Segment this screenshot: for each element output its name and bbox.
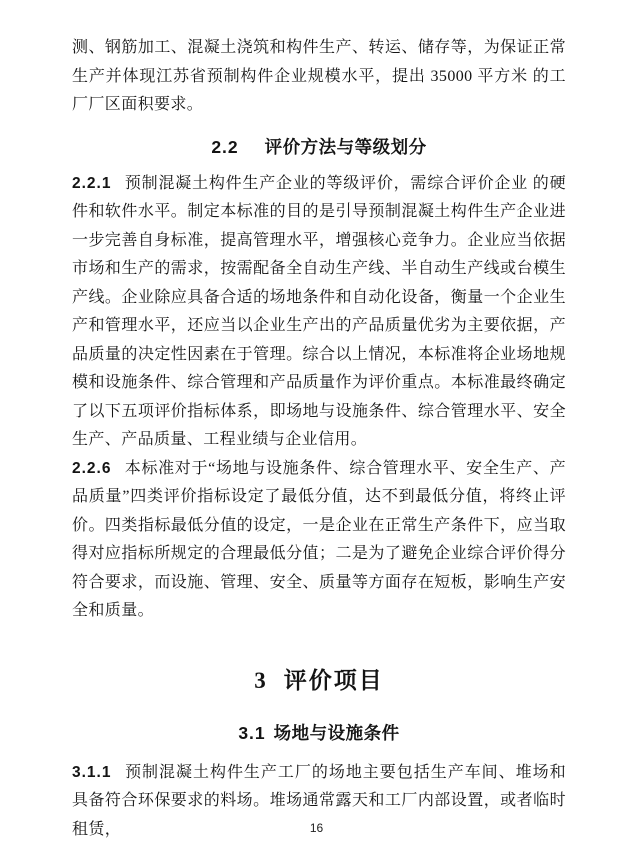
clause-2-2-6-text: 本标准对于“场地与设施条件、综合管理水平、安全生产、产品质量”四类评价指标设定了最低分值，达不到最低分值，将终止评价。四类指标最低分值的设定，一是企业在正常生产条件下，应当取得对应指标所规定的合理最低分值；二是为了避免企业综合评价得分符合要求，而设施、管理、安全、质量等方面存在短板，影响生产安全和质量。 — [72, 459, 566, 619]
section-3-1-heading — [72, 720, 566, 745]
clause-3-1-1-text: 预制混凝土构件生产工厂的场地主要包括生产车间、堆场和具备符合环保要求的料场。堆场通常露天和工厂内部设置，或者临时租赁， — [72, 763, 566, 838]
clause-2-2-1-number: 2.2.1 — [72, 174, 112, 192]
clause-2-2-1 — [72, 170, 566, 455]
section-2-2-heading-title: 评价方法与等级划分 — [264, 136, 427, 157]
chapter-3-heading-number: 3 — [254, 667, 266, 693]
section-3-1-heading-title: 场地与设施条件 — [273, 722, 400, 743]
clause-3-1-1-number: 3.1.1 — [72, 763, 112, 781]
chapter-3-heading — [72, 662, 566, 695]
section-2-2-heading — [72, 134, 566, 159]
chapter-3-heading-title: 评价项目 — [283, 667, 384, 693]
clause-2-2-6-number: 2.2.6 — [72, 459, 112, 477]
section-3-1-heading-number: 3.1 — [238, 722, 266, 743]
clause-2-2-1-text: 预制混凝土构件生产企业的等级评价，需综合评价企业 的硬件和软件水平。制定本标准的目的是引导预制混凝土构件生产企业进一步完善自身标准，提高管理水平，增强核心竞争力。企业应当依据市场和生产的需求，按需配备全自动生产线、半自动生产线或台模生产线。企业除应具备合适的场地条件和自动化设备，衡量一个企业生产和管理水平，还应当以企业生产出的产品质量优劣为主要依据，产品质量的决定性因素在于管理。综合以上情况，本标准将企业场地规模和设施条件、综合管理和产品质量作为评价重点。本标准最终确定了以下五项评价指标体系，即场地与设施条件、综合管理水平、安全生产、产品质量、工程业绩与企业信用。 — [72, 174, 566, 448]
text-column — [72, 34, 566, 844]
page-number: 16 — [309, 821, 324, 835]
intro-paragraph: 测、钢筋加工、混凝土浇筑和构件生产、转运、储存等，为保证正常生产并体现江苏省预制构件企业规模水平，提出 35000 平方米 的工厂厂区面积要求。 — [72, 39, 566, 113]
clause-2-2-6 — [72, 455, 566, 626]
section-2-2-heading-number: 2.2 — [211, 136, 239, 157]
